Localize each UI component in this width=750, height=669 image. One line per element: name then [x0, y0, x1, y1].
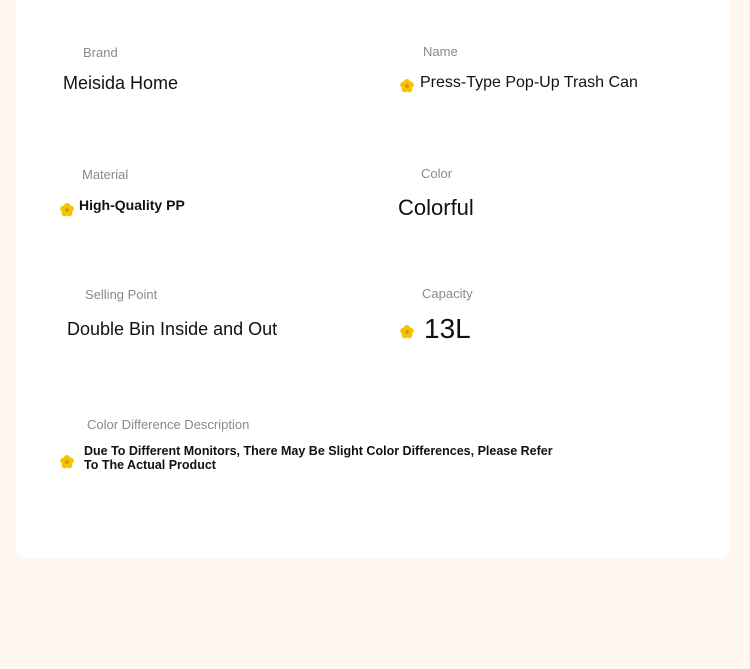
color-label: Color [421, 166, 453, 181]
selling-point-value: Double Bin Inside and Out [67, 319, 278, 339]
name-value: Press-Type Pop-Up Trash Can [420, 74, 638, 91]
color-difference-value: Due To Different Monitors, There May Be Slight Color Differences, Please Refer To The Actual Product [84, 444, 553, 472]
color-difference-label: Color Difference Description [87, 417, 250, 432]
material-value: High-Quality PP [79, 197, 185, 213]
capacity-label: Capacity [422, 286, 473, 301]
name-label: Name [423, 44, 458, 59]
brand-label: Brand [83, 45, 118, 60]
selling-point-label: Selling Point [85, 287, 158, 302]
flower-icon [60, 455, 74, 469]
product-attributes-card [16, 0, 730, 558]
material-label: Material [82, 167, 129, 182]
color-value: Colorful [398, 195, 474, 220]
flower-icon [400, 79, 414, 93]
flower-icon [400, 325, 414, 339]
flower-icon [60, 203, 74, 217]
brand-value: Meisida Home [63, 73, 179, 93]
capacity-value: 13L [424, 313, 471, 344]
